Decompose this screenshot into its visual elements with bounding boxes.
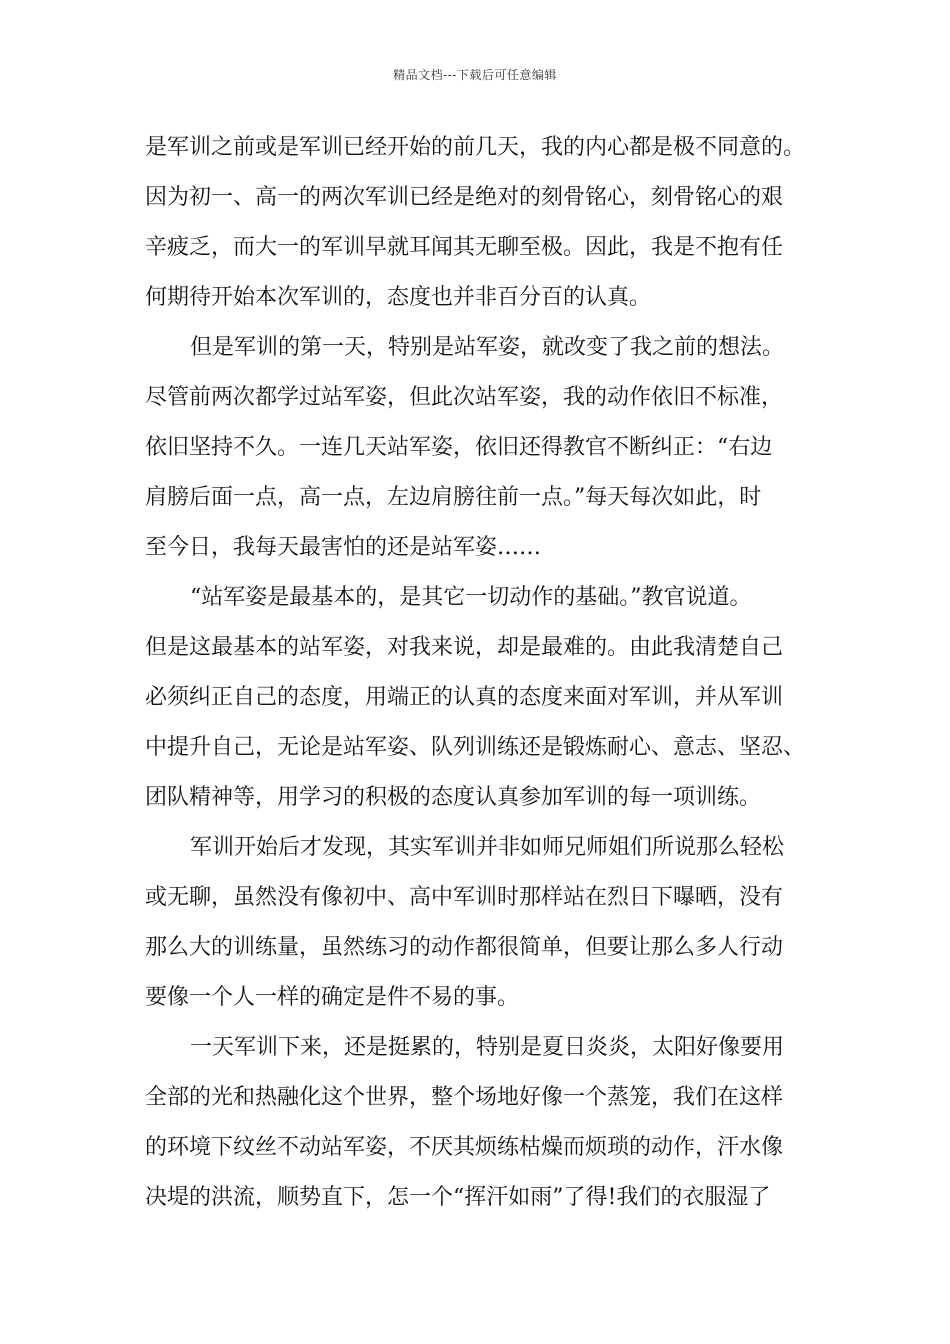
text-line: 中提升自己，无论是站军姿、队列训练还是锻炼耐心、意志、坚忍、 bbox=[145, 735, 806, 760]
text-line: 至今日，我每天最害怕的还是站军姿…… bbox=[145, 535, 542, 560]
text-line: 因为初一、高一的两次军训已经是绝对的刻骨铭心，刻骨铭心的艰 bbox=[145, 185, 784, 210]
text-line: 团队精神等，用学习的积极的态度认真参加军训的每一项训练。 bbox=[145, 785, 762, 810]
page-header: 精品文档---下载后可任意编辑 bbox=[393, 68, 557, 82]
text-line: 但是军训的第一天，特别是站军姿，就改变了我之前的想法。 bbox=[190, 335, 785, 360]
paragraph bbox=[145, 829, 845, 1029]
paragraph bbox=[145, 329, 845, 579]
paragraph bbox=[145, 579, 845, 829]
text-line: 军训开始后才发现，其实军训并非如师兄师姐们所说那么轻松 bbox=[190, 835, 785, 860]
paragraph bbox=[145, 129, 845, 329]
text-line: 肩膀后面一点，高一点，左边肩膀往前一点。”每天每次如此，时 bbox=[145, 485, 762, 510]
text-line: 或无聊，虽然没有像初中、高中军训时那样站在烈日下曝晒，没有 bbox=[145, 885, 784, 910]
text-line: 是军训之前或是军训已经开始的前几天，我的内心都是极不同意的。 bbox=[145, 135, 806, 160]
text-line: 尽管前两次都学过站军姿，但此次站军姿，我的动作依旧不标准， bbox=[145, 385, 784, 410]
paragraph bbox=[145, 1029, 845, 1229]
document-body bbox=[145, 129, 845, 1229]
text-line: 全部的光和热融化这个世界，整个场地好像一个蒸笼，我们在这样 bbox=[145, 1085, 784, 1110]
text-line: 辛疲乏，而大一的军训早就耳闻其无聊至极。因此，我是不抱有任 bbox=[145, 235, 784, 260]
text-line: “站军姿是最基本的，是其它一切动作的基础。”教官说道。 bbox=[190, 585, 752, 610]
text-line: 一天军训下来，还是挺累的，特别是夏日炎炎，太阳好像要用 bbox=[190, 1035, 785, 1060]
text-line: 何期待开始本次军训的，态度也并非百分百的认真。 bbox=[145, 285, 652, 310]
text-line: 要像一个人一样的确定是件不易的事。 bbox=[145, 985, 520, 1010]
text-line: 决堤的洪流，顺势直下，怎一个“挥汗如雨”了得!我们的衣服湿了 bbox=[145, 1185, 771, 1210]
text-line: 的环境下纹丝不动站军姿，不厌其烦练枯燥而烦琐的动作，汗水像 bbox=[145, 1135, 784, 1160]
text-line: 那么大的训练量，虽然练习的动作都很简单，但要让那么多人行动 bbox=[145, 935, 784, 960]
text-line: 必须纠正自己的态度，用端正的认真的态度来面对军训，并从军训 bbox=[145, 685, 784, 710]
text-line: 但是这最基本的站军姿，对我来说，却是最难的。由此我清楚自己 bbox=[145, 635, 784, 660]
text-line: 依旧坚持不久。一连几天站军姿，依旧还得教官不断纠正：“右边 bbox=[145, 435, 773, 460]
